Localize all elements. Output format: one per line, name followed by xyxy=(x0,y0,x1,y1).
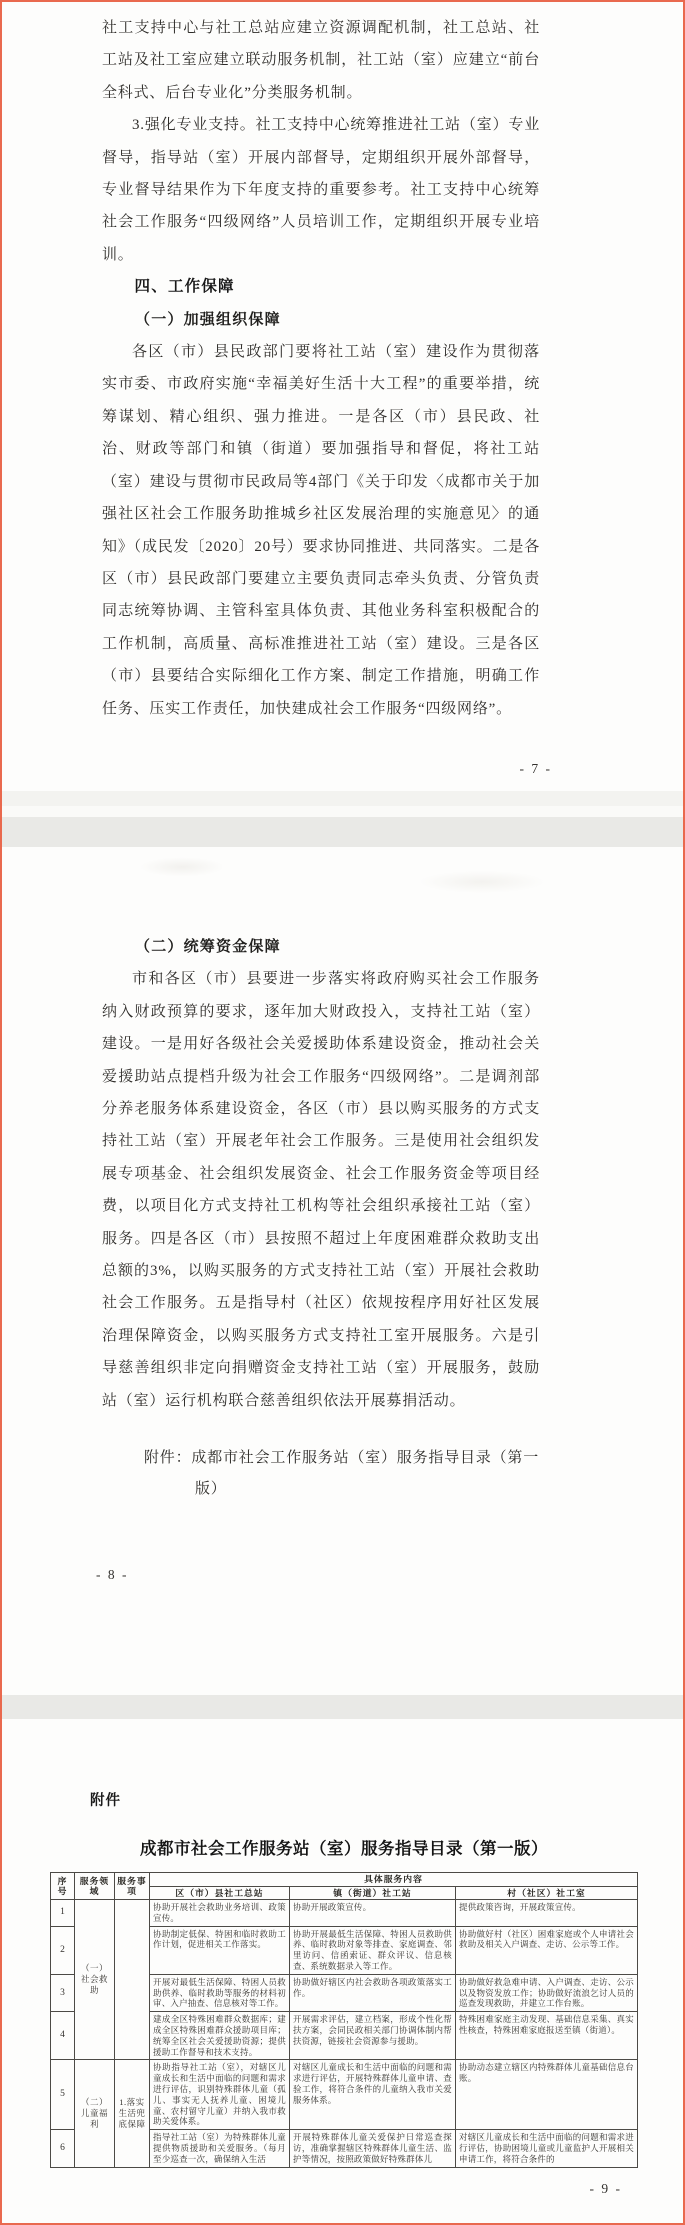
service-area-cell: （二）儿童福利 xyxy=(75,2060,115,2167)
col-header-item: 服务事项 xyxy=(115,1873,150,1900)
section-heading: 四、工作保障 xyxy=(134,278,235,296)
row-number-cell: 3 xyxy=(51,1974,75,2011)
village-cell: 提供政策咨询，开展政策宣传。 xyxy=(456,1900,638,1927)
col-header-station: 区（市）县社工总站 xyxy=(150,1886,290,1900)
row-number-cell: 2 xyxy=(51,1926,75,1974)
town-cell: 开展特殊群体儿童关爱保护日常巡查探访，准确掌握辖区特殊群体儿童生活、监护等情况，按照政策做好特殊群体儿 xyxy=(290,2130,456,2167)
page-number: - 7 - xyxy=(519,760,552,776)
table-row xyxy=(51,1900,638,1927)
service-area-cell: （一）社会救助 xyxy=(75,1900,115,2060)
village-cell: 特殊困难家庭主动发现、基础信息采集、真实性核查，特殊困难家庭报送至镇（街道）。 xyxy=(456,2012,638,2060)
document-page-7 xyxy=(2,2,683,791)
attachment-label: 附件 xyxy=(90,1793,121,1809)
col-header-village: 村（社区）社工室 xyxy=(456,1886,638,1900)
row-number-cell: 1 xyxy=(51,1900,75,1927)
attachment-reference: 附件：成都市社会工作服务站（室）服务指导目录（第一版） xyxy=(144,1450,540,1498)
station-cell: 指导社工站（室）为特殊群体儿童提供物质援助和关爱服务。（每月至少巡查一次，确保纳入生活 xyxy=(150,2130,290,2167)
paragraph: 各区（市）县民政部门要将社工站（室）建设作为贯彻落实市委、市政府实施“幸福美好生活十大工程”的重要举措，统筹谋划、精心组织、强力推进。一是各区（市）县民政、社治、财政等部门和镇（街道）要加强指导和督促，将社工站（室）建设与贯彻市民政局等4部门《关于印发〈成都市关于加强社区社会工作服务助推城乡社区发展治理的实施意见〉的通知》（成民发〔2020〕20号）要求协同推进、共同落实。二是各区（市）县民政部门要建立主要负责同志牵头负责、分管负责同志统筹协调、主管科室具体负责、其他业务科室积极配合的工作机制，高质量、高标准推进社工站（室）建设。三是各区（市）县要结合实际细化工作方案、制定工作措施，明确工作任务、压实工作责任，加快建成社会工作服务“四级网络”。 xyxy=(102,344,540,717)
col-header-town: 镇（街道）社工站 xyxy=(290,1886,456,1900)
document-page-8 xyxy=(2,847,683,1695)
station-cell: 协助指导社工站（室），对辖区儿童成长和生活中面临的问题和需求进行评估，识别特殊群体儿童（孤儿、事实无人抚养儿童、困境儿童、农村留守儿童）并纳入我市救助关爱体系。 xyxy=(150,2060,290,2130)
service-directory-table xyxy=(50,1872,638,2168)
village-cell: 协助做好村（社区）困难家庭或个人申请社会救助及相关入户调查、走访、公示等工作。 xyxy=(456,1926,638,1974)
subsection-heading: （二）统筹资金保障 xyxy=(135,939,281,955)
town-cell: 协助开展政策宣传。 xyxy=(290,1900,456,1927)
station-cell: 协助开展社会救助业务培训、政策宣传。 xyxy=(150,1900,290,1927)
paragraph: 3.强化专业支持。社工支持中心统筹推进社工站（室）专业督导，指导站（室）开展内部督导，定期组织开展外部督导，专业督导结果作为下年度支持的重要参考。社工支持中心统筹社会工作服务“四级网络”人员培训工作，定期组织开展专业培训。 xyxy=(102,117,540,263)
col-header-content: 具体服务内容 xyxy=(150,1873,638,1887)
document-page-9 xyxy=(2,1719,683,2223)
subsection-heading: （一）加强组织保障 xyxy=(135,311,281,328)
row-number-cell: 6 xyxy=(51,2130,75,2167)
town-cell: 协助做好辖区内社会救助各项政策落实工作。 xyxy=(290,1974,456,2011)
station-cell: 建成全区特殊困难群众数据库；建成全区特殊困难群众援助项目库；统筹全区社会关爱援助资源；提供援助工作督导和技术支持。 xyxy=(150,2012,290,2060)
page-number: - 8 - xyxy=(96,1567,129,1583)
village-cell: 协助动态建立辖区内特殊群体儿童基础信息台账。 xyxy=(456,2060,638,2130)
paragraph: 市和各区（市）县要进一步落实将政府购买社会工作服务纳入财政预算的要求，逐年加大财政投入，支持社工站（室）建设。一是用好各级社会关爱援助体系建设资金，推动社会关爱援助站点提档升级为社会工作服务“四级网络”。二是调剂部分养老服务体系建设资金，各区（市）县以购买服务的方式支持社工站（室）开展老年社会工作服务。三是使用社会组织发展专项基金、社会组织发展资金、社会工作服务资金等项目经费，以项目化方式支持社工机构等社会组织承接社工站（室）服务。四是各区（市）县按照不超过上年度困难群众救助支出总额的3%，以购买服务的方式支持社工站（室）开展社会救助社会工作服务。五是指导村（社区）依规按程序用好社区发展治理保障资金，以购买服务方式支持社工室开展服务。六是引导慈善组织非定向捐赠资金支持社工站（室）开展服务，鼓励站（室）运行机构联合慈善组织依法开展募捐活动。 xyxy=(102,971,540,1409)
town-cell: 对辖区儿童成长和生活中面临的问题和需求进行评估，开展特殊群体儿童申请、查验工作，将符合条件的儿童纳入我市关爱服务体系。 xyxy=(290,2060,456,2130)
village-cell: 对辖区儿童成长和生活中面临的问题和需求进行评估，协助困境儿童或儿童监护人开展相关申请工作，将符合条件的 xyxy=(456,2130,638,2167)
col-header-no: 序号 xyxy=(51,1873,75,1900)
table-header-row xyxy=(51,1873,638,1887)
village-cell: 协助做好救急难申请、入户调查、走访、公示以及物资发放工作；协助做好流浪乞讨人员的巡查发现救助，并建立工作台账。 xyxy=(456,1974,638,2011)
town-cell: 协助开展最低生活保障、特困人员救助供养、临时救助对象等排查、家庭调查、邻里访问、信函索证、群众评议、信息核查、系统数据录入等工作。 xyxy=(290,1926,456,1974)
service-item-cell xyxy=(115,1900,150,2060)
town-cell: 开展需求评估，建立档案，形成个性化帮扶方案，会同民政相关部门协调体制内帮扶资源，链接社会资源参与援助。 xyxy=(290,2012,456,2060)
paragraph: 社工支持中心与社工总站应建立资源调配机制，社工总站、社工站及社工室应建立联动服务机制，社工站（室）应建立“前台全科式、后台专业化”分类服务机制。 xyxy=(102,20,540,101)
row-number-cell: 4 xyxy=(51,2012,75,2060)
row-number-cell: 5 xyxy=(51,2060,75,2130)
station-cell: 开展对最低生活保障、特困人员救助供养、临时救助等服务的材料初审、入户抽查、信息核对等工作。 xyxy=(150,1974,290,2011)
page-number: - 9 - xyxy=(589,2180,622,2196)
page-gap xyxy=(2,1695,683,1719)
page-gap xyxy=(2,791,683,847)
table-row xyxy=(51,2060,638,2130)
station-cell: 协助制定低保、特困和临时救助工作计划，促进相关工作落实。 xyxy=(150,1926,290,1974)
service-item-cell: 1.落实生活兜底保障 xyxy=(115,2060,150,2167)
table-title: 成都市社会工作服务站（室）服务指导目录（第一版） xyxy=(140,1839,548,1858)
col-header-area: 服务领域 xyxy=(75,1873,115,1900)
